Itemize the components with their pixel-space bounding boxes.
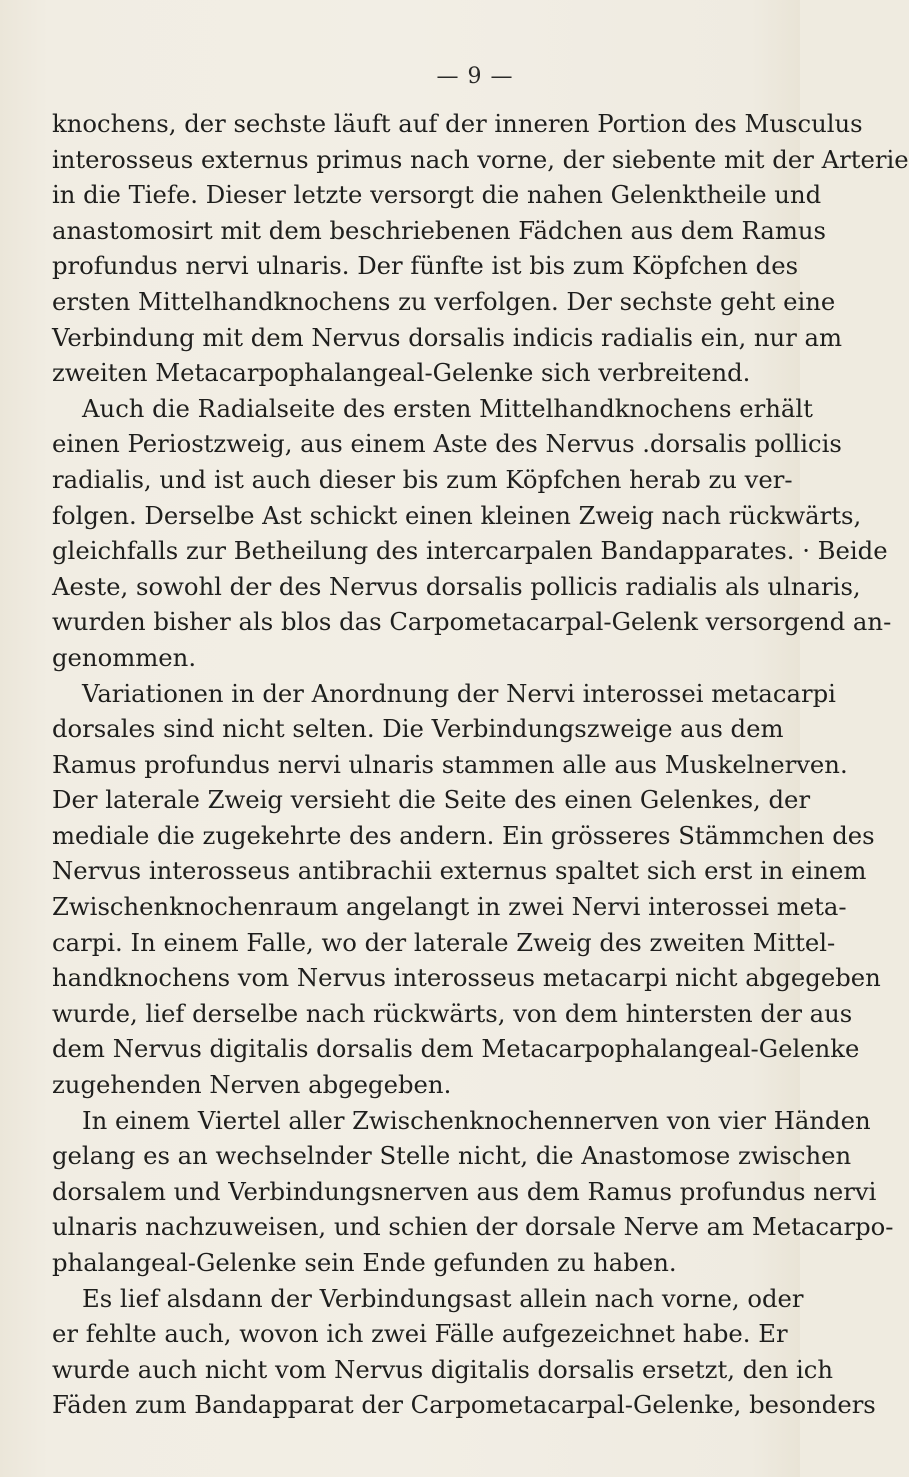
text-line: dorsales sind nicht selten. Die Verbindungszweige aus dem: [52, 714, 784, 744]
text-line: Zwischenknochenraum angelangt in zwei Nervi interossei meta-: [52, 892, 847, 922]
text-line: handknochens vom Nervus interosseus metacarpi nicht abgegeben: [52, 963, 881, 993]
paragraph-2: [52, 391, 892, 676]
text-line: interosseus externus primus nach vorne, der siebente mit der Arterie: [52, 144, 909, 174]
text-line: dem Nervus digitalis dorsalis dem Metacarpophalangeal-Gelenke: [52, 1034, 860, 1064]
text-line: knochens, der sechste läuft auf der inneren Portion des Musculus: [52, 109, 863, 138]
text-line: genommen.: [52, 642, 197, 672]
text-line: gleichfalls zur Betheilung des intercarpalen Bandapparates. · Beide: [52, 536, 888, 566]
text-line: Verbindung mit dem Nervus dorsalis indicis radialis ein, nur am: [52, 322, 843, 352]
text-line: anastomosirt mit dem beschriebenen Fädchen aus dem Ramus: [52, 215, 827, 245]
paragraph-1: [52, 106, 909, 391]
text-line: Fäden zum Bandapparat der Carpometacarpal-Gelenke, besonders: [52, 1390, 876, 1420]
text-line: carpi. In einem Falle, wo der laterale Zweig des zweiten Mittel-: [52, 927, 836, 957]
paragraph-5: [52, 1281, 876, 1423]
text-line: gelang es an wechselnder Stelle nicht, die Anastomose zwischen: [52, 1141, 852, 1171]
paragraph-4: [52, 1103, 894, 1281]
page-text: [52, 106, 909, 1423]
text-line: in die Tiefe. Dieser letzte versorgt die nahen Gelenktheile und: [52, 180, 822, 210]
text-line: phalangeal-Gelenke sein Ende gefunden zu haben.: [52, 1248, 677, 1277]
text-line: ulnaris nachzuweisen, und schien der dorsale Nerve am Metacarpo-: [52, 1212, 894, 1242]
text-line: wurde auch nicht vom Nervus digitalis dorsalis ersetzt, den ich: [52, 1354, 833, 1384]
text-line: Der laterale Zweig versieht die Seite des einen Gelenkes, der: [52, 785, 811, 815]
text-line: mediale die zugekehrte des andern. Ein grösseres Stämmchen des: [52, 820, 875, 850]
page-number: — 9 —: [436, 64, 514, 89]
text-line: dorsalem und Verbindungsnerven aus dem Ramus profundus nervi: [52, 1176, 877, 1206]
text-line: zugehenden Nerven abgegeben.: [52, 1070, 452, 1100]
text-line: radialis, und ist auch dieser bis zum Köpfchen herab zu ver-: [52, 464, 793, 494]
paragraph-3: [52, 676, 881, 1103]
text-line: folgen. Derselbe Ast schickt einen kleinen Zweig nach rückwärts,: [52, 500, 862, 530]
text-line: ersten Mittelhandknochens zu verfolgen. Der sechste geht eine: [52, 286, 836, 316]
text-line: In einem Viertel aller Zwischenknochennerven von vier Händen: [82, 1105, 871, 1135]
text-line: Ramus profundus nervi ulnaris stammen alle aus Muskelnerven.: [52, 749, 848, 779]
text-line: Variationen in der Anordnung der Nervi interossei metacarpi: [82, 678, 836, 708]
text-line: wurden bisher als blos das Carpometacarpal-Gelenk versorgend an-: [52, 607, 892, 637]
text-line: er fehlte auch, wovon ich zwei Fälle aufgezeichnet habe. Er: [52, 1319, 788, 1349]
text-line: wurde, lief derselbe nach rückwärts, von dem hintersten der aus: [52, 998, 853, 1028]
text-line: Es lief alsdann der Verbindungsast allein nach vorne, oder: [82, 1283, 804, 1313]
text-line: einen Periostzweig, aus einem Aste des Nervus .dorsalis pollicis: [52, 429, 842, 459]
text-line: profundus nervi ulnaris. Der fünfte ist bis zum Köpfchen des: [52, 251, 799, 281]
text-line: Nervus interosseus antibrachii externus spaltet sich erst in einem: [52, 856, 867, 886]
text-line: Auch die Radialseite des ersten Mittelhandknochens erhält: [82, 393, 813, 423]
text-line: zweiten Metacarpophalangeal-Gelenke sich verbreitend.: [52, 358, 751, 388]
text-line: Aeste, sowohl der des Nervus dorsalis pollicis radialis als ulnaris,: [52, 571, 861, 601]
